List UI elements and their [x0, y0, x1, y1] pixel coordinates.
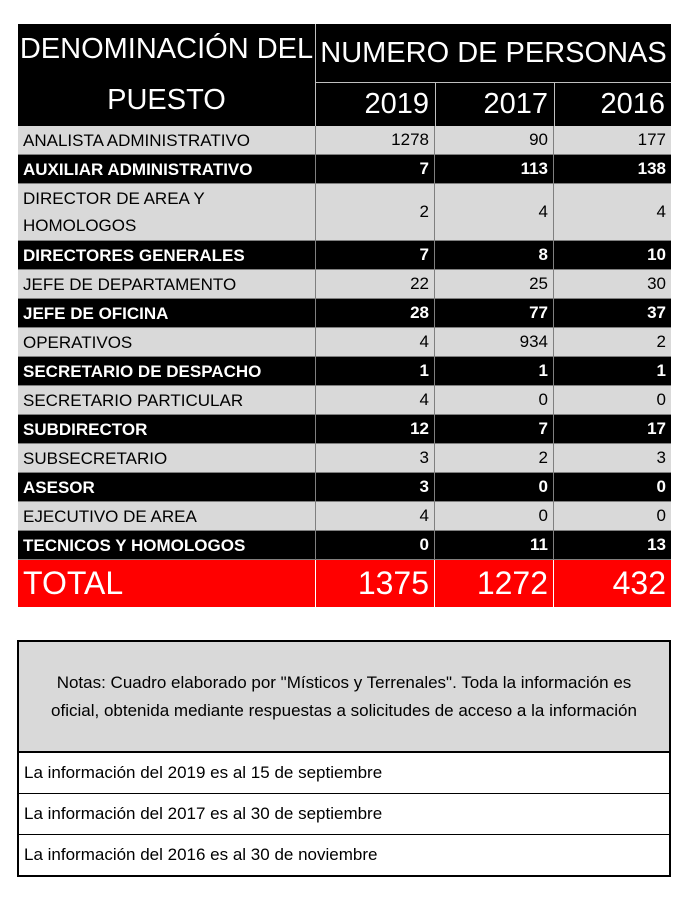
row-value-2019: 28: [315, 299, 434, 327]
row-value-2019: 1278: [315, 126, 434, 154]
row-value-2017: 0: [434, 502, 553, 530]
table-row: [18, 386, 671, 415]
row-label: ANALISTA ADMINISTRATIVO: [23, 130, 251, 150]
notes-header: Notas: Cuadro elaborado por "Místicos y Terrenales". Toda la información es oficial, obtenida mediante respuestas a solicitudes de acceso a la información: [19, 642, 669, 753]
row-value-2017: 25: [434, 270, 553, 298]
table-row: [18, 328, 671, 357]
row-value-2019: 4: [315, 502, 434, 530]
row-label: OPERATIVOS: [23, 332, 133, 352]
row-value-2017: 11: [434, 531, 553, 559]
row-value-2019: 4: [315, 328, 434, 356]
header-year-2019: 2019: [364, 88, 429, 120]
table-row: [18, 444, 671, 473]
row-value-2017: 77: [434, 299, 553, 327]
notes-box: [17, 640, 671, 877]
header-col1-line2: PUESTO: [107, 84, 226, 116]
row-value-2017: 2: [434, 444, 553, 472]
row-value-2019: 1: [315, 357, 434, 385]
row-value-2016: 1: [553, 357, 671, 385]
row-value-2016: 4: [553, 184, 671, 240]
note-line: La información del 2019 es al 15 de septiembre: [19, 753, 669, 794]
row-value-2019: 3: [315, 444, 434, 472]
row-value-2019: 3: [315, 473, 434, 501]
table-header: [18, 24, 671, 126]
row-label: AUXILIAR ADMINISTRATIVO: [23, 159, 253, 179]
row-value-2017: 8: [434, 241, 553, 269]
table-row: [18, 473, 671, 502]
row-value-2016: 0: [553, 473, 671, 501]
row-value-2017: 0: [434, 386, 553, 414]
row-value-2019: 22: [315, 270, 434, 298]
header-col1-line1: DENOMINACIÓN DEL: [19, 33, 314, 65]
row-value-2016: 17: [553, 415, 671, 443]
row-value-2019: 4: [315, 386, 434, 414]
table-row: [18, 299, 671, 328]
row-value-2016: 13: [553, 531, 671, 559]
table-row: [18, 126, 671, 155]
row-value-2017: 7: [434, 415, 553, 443]
row-value-2017: 90: [434, 126, 553, 154]
row-value-2016: 177: [553, 126, 671, 154]
row-label: EJECUTIVO DE AREA: [23, 506, 197, 526]
total-2017: 1272: [434, 560, 553, 607]
row-label: JEFE DE OFICINA: [23, 303, 169, 323]
personnel-table: [18, 24, 671, 607]
table-row: [18, 184, 671, 241]
row-value-2016: 3: [553, 444, 671, 472]
row-value-2017: 0: [434, 473, 553, 501]
row-value-2017: 4: [434, 184, 553, 240]
total-2019: 1375: [315, 560, 434, 607]
row-value-2019: 7: [315, 241, 434, 269]
header-year-2016: 2016: [600, 88, 665, 120]
table-row: [18, 241, 671, 270]
total-2016: 432: [553, 560, 671, 607]
row-label: SECRETARIO PARTICULAR: [23, 390, 244, 410]
row-value-2016: 138: [553, 155, 671, 183]
table-row: [18, 502, 671, 531]
row-value-2017: 1: [434, 357, 553, 385]
table-body: [18, 126, 671, 560]
row-value-2016: 2: [553, 328, 671, 356]
total-label: TOTAL: [23, 565, 124, 601]
row-value-2017: 113: [434, 155, 553, 183]
note-line: La información del 2016 es al 30 de noviembre: [24, 845, 378, 864]
row-label: SUBDIRECTOR: [23, 419, 148, 439]
row-value-2019: 7: [315, 155, 434, 183]
row-label: TECNICOS Y HOMOLOGOS: [23, 535, 246, 555]
row-label: SUBSECRETARIO: [23, 448, 168, 468]
header-group: NUMERO DE PERSONAS: [320, 36, 667, 69]
header-year-2017: 2017: [483, 88, 548, 120]
row-label: ASESOR: [23, 477, 95, 497]
row-value-2019: 2: [315, 184, 434, 240]
table-row: [18, 155, 671, 184]
row-value-2017: 934: [434, 328, 553, 356]
row-value-2016: 30: [553, 270, 671, 298]
total-row: [18, 560, 671, 607]
table-row: [18, 415, 671, 444]
row-value-2016: 37: [553, 299, 671, 327]
note-line: La información del 2017 es al 30 de septiembre: [19, 794, 669, 835]
table-row: [18, 531, 671, 560]
row-value-2016: 0: [553, 502, 671, 530]
row-label: JEFE DE DEPARTAMENTO: [23, 274, 237, 294]
row-label: SECRETARIO DE DESPACHO: [23, 361, 262, 381]
table-row: [18, 357, 671, 386]
row-value-2016: 0: [553, 386, 671, 414]
table-row: [18, 270, 671, 299]
row-value-2019: 0: [315, 531, 434, 559]
row-value-2016: 10: [553, 241, 671, 269]
row-label: DIRECTOR DE AREA Y HOMOLOGOS: [23, 189, 205, 235]
row-label: DIRECTORES GENERALES: [23, 245, 245, 265]
row-value-2019: 12: [315, 415, 434, 443]
